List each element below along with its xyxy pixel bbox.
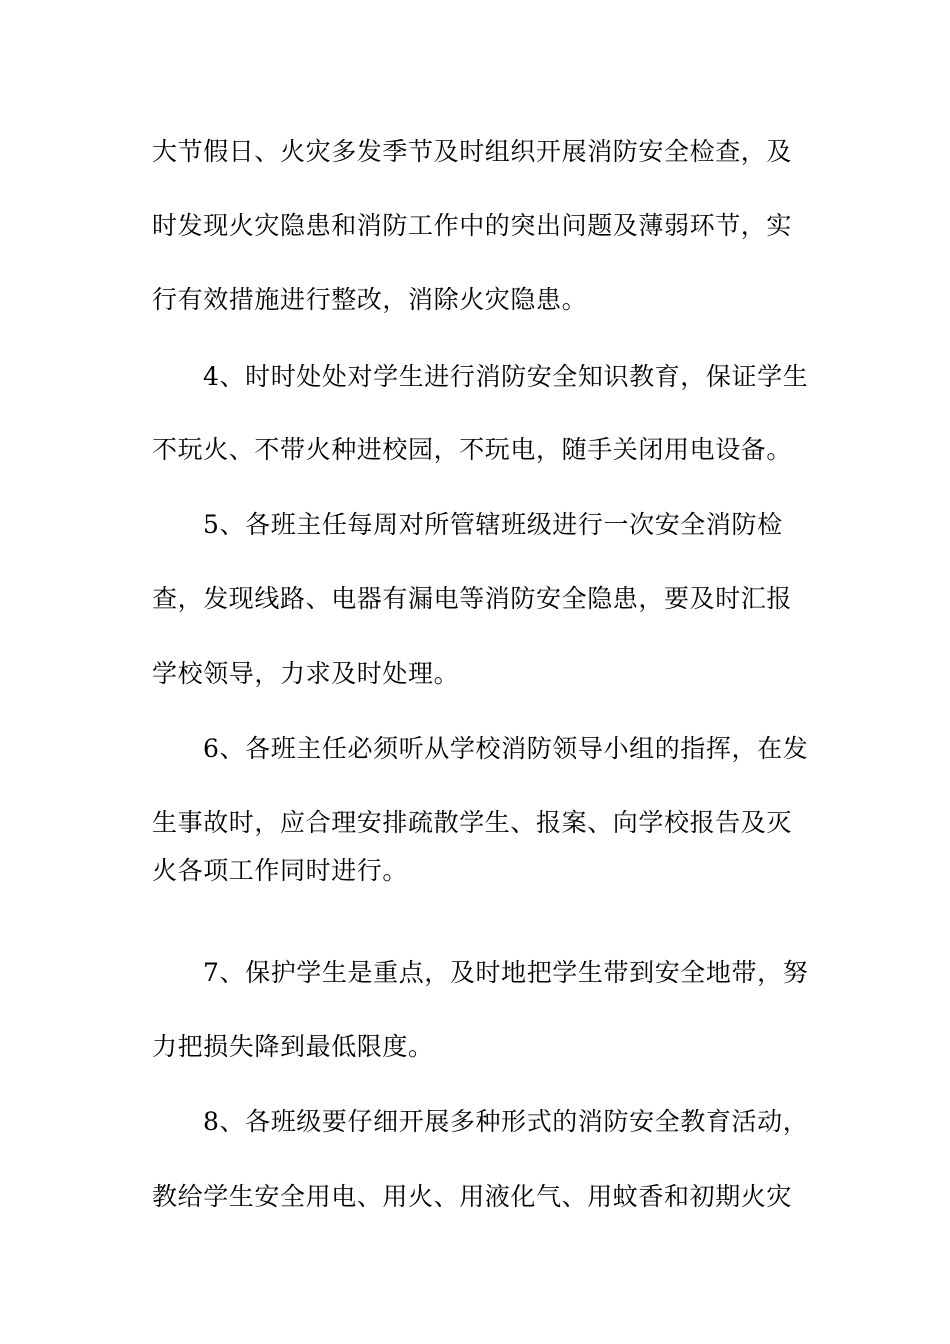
- text-line: 不玩火、不带火种进校园，不玩电，随手关闭用电设备。: [152, 435, 793, 464]
- text-line: 行有效措施进行整改，消除火灾隐患。: [152, 285, 588, 314]
- paragraph-7-start: 7、保护学生是重点，及时地把学生带到安全地带，努: [203, 958, 809, 987]
- paragraph-4-start: 4、时时处处对学生进行消防安全知识教育，保证学生: [203, 362, 809, 391]
- text-line: 教给学生安全用电、用火、用液化气、用蚊香和初期火灾: [152, 1182, 793, 1211]
- text-line: 生事故时，应合理安排疏散学生、报案、向学校报告及灭: [152, 808, 793, 837]
- paragraph-8-start: 8、各班级要仔细开展多种形式的消防安全教育活动，: [203, 1107, 809, 1136]
- text-line: 时发现火灾隐患和消防工作中的突出问题及薄弱环节，实: [152, 211, 793, 240]
- text-line: 力把损失降到最低限度。: [152, 1032, 434, 1061]
- text-line: 火各项工作同时进行。: [152, 856, 409, 885]
- paragraph-6-start: 6、各班主任必须听从学校消防领导小组的指挥，在发: [203, 734, 809, 763]
- paragraph-5-start: 5、各班主任每周对所管辖班级进行一次安全消防检: [203, 510, 783, 539]
- text-line: 大节假日、火灾多发季节及时组织开展消防安全检查，及: [152, 137, 793, 166]
- text-line: 查，发现线路、电器有漏电等消防安全隐患，要及时汇报: [152, 584, 793, 613]
- text-line: 学校领导，力求及时处理。: [152, 659, 460, 688]
